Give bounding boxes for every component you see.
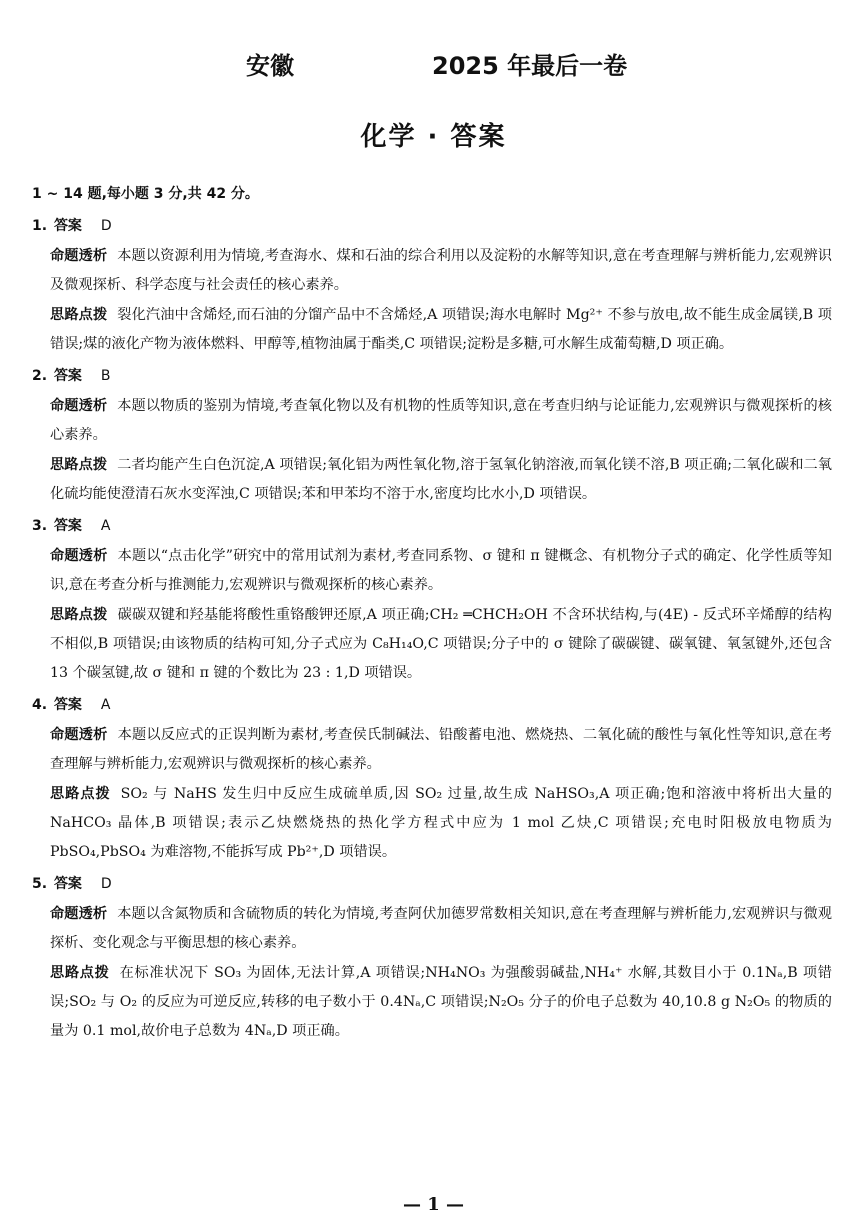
question-number: 1. [32,218,48,234]
answer-line-q3 [32,512,832,541]
question-number: 5. [32,876,48,892]
section-intro: 1 ~ 14 题,每小题 3 分,共 42 分。 [32,186,259,202]
analysis-paragraph-q4 [32,721,832,779]
answer-choice: A [100,518,111,534]
answer-line-q2 [32,362,832,391]
exam-header [0,46,867,86]
thinking-text: SO₂ 与 NaHS 发生归中反应生成硫单质,因 SO₂ 过量,故生成 NaHSO₃,A 项正确;饱和溶液中将析出大量的 NaHCO₃ 晶体,B 项错误;表示乙炔燃烧热的热化学方程式中应为 1 mol 乙炔,C 项错误;充电时阳极放电物质为 PbSO₄,PbSO₄ 为难溶物,不能拆写成 Pb²⁺,D 项错误。 [50,786,832,860]
analysis-text: 本题以资源利用为情境,考查海水、煤和石油的综合利用以及淀粉的水解等知识,意在考查理解与辨析能力,宏观辨识及微观探析、科学态度与社会责任的核心素养。 [50,248,832,293]
analysis-paragraph-q3 [32,542,832,600]
thinking-paragraph-q1 [32,301,832,359]
thinking-text: 碳碳双键和羟基能将酸性重铬酸钾还原,A 项正确;CH₂ ═CHCH₂OH 不含环状结构,与(4E) - 反式环辛烯醇的结构不相似,B 项错误;由该物质的结构可知,分子式应为 C₈H₁₄O,C 项错误;分子中的 σ 键除了碳碳键、碳氧键、氧氢键外,还包含 13 个碳氢键,故 σ 键和 π 键的个数比为 23 : 1,D 项错误。 [50,607,832,681]
thinking-paragraph-q3 [32,601,832,688]
question-number: 3. [32,518,48,534]
answer-choice: B [100,368,111,384]
analysis-label: 命题透析 [50,548,108,564]
thinking-label: 思路点拨 [50,786,111,802]
answer-choice: D [100,876,112,892]
answer-label: 答案 [53,518,82,534]
analysis-paragraph-q5 [32,900,832,958]
thinking-label: 思路点拨 [50,457,108,473]
answer-label: 答案 [53,876,82,892]
page-number: — 1 — [402,1194,465,1215]
answer-label: 答案 [53,218,82,234]
page-title: 化学 · 答案 [360,122,507,152]
thinking-label: 思路点拨 [50,307,108,323]
analysis-text: 本题以物质的鉴别为情境,考查氧化物以及有机物的性质等知识,意在考查归纳与论证能力,宏观辨识与微观探析的核心素养。 [50,398,832,443]
thinking-text: 二者均能产生白色沉淀,A 项错误;氧化铝为两性氧化物,溶于氢氧化钠溶液,而氧化镁不溶,B 项正确;二氧化碳和二氧化硫均能使澄清石灰水变浑浊,C 项错误;苯和甲苯均不溶于水,密度均比水小,D 项错误。 [50,457,832,502]
answer-choice: D [100,218,112,234]
answer-line-q1 [32,212,832,241]
analysis-label: 命题透析 [50,727,108,743]
answer-choice: A [100,697,111,713]
thinking-label: 思路点拨 [50,607,108,623]
question-number: 4. [32,697,48,713]
exam-name: 2025 年最后一卷 [432,52,628,80]
question-number: 2. [32,368,48,384]
answer-content [32,180,832,1047]
answer-line-q5 [32,870,832,899]
thinking-text: 裂化汽油中含烯烃,而石油的分馏产品中不含烯烃,A 项错误;海水电解时 Mg²⁺ 不参与放电,故不能生成金属镁,B 项错误;煤的液化产物为液体燃料、甲醇等,植物油属于酯类,C 项错误;淀粉是多糖,可水解生成葡萄糖,D 项正确。 [50,307,832,352]
exam-region: 安徽 [246,52,294,80]
analysis-paragraph-q2 [32,392,832,450]
answer-label: 答案 [53,697,82,713]
thinking-label: 思路点拨 [50,965,110,981]
analysis-text: 本题以含氮物质和含硫物质的转化为情境,考查阿伏加德罗常数相关知识,意在考查理解与辨析能力,宏观辨识与微观探析、变化观念与平衡思想的核心素养。 [50,906,832,951]
thinking-text: 在标准状况下 SO₃ 为固体,无法计算,A 项错误;NH₄NO₃ 为强酸弱碱盐,NH₄⁺ 水解,其数目小于 0.1Nₐ,B 项错误;SO₂ 与 O₂ 的反应为可逆反应,转移的电子数小于 0.4Nₐ,C 项错误;N₂O₅ 分子的价电子总数为 40,10.8 g N₂O₅ 的物质的量为 0.1 mol,故价电子总数为 4Nₐ,D 项正确。 [50,965,832,1039]
thinking-paragraph-q5 [32,959,832,1046]
thinking-paragraph-q4 [32,780,832,867]
analysis-label: 命题透析 [50,398,108,414]
thinking-paragraph-q2 [32,451,832,509]
analysis-text: 本题以反应式的正误判断为素材,考查侯氏制碱法、铅酸蓄电池、燃烧热、二氧化硫的酸性与氧化性等知识,意在考查理解与辨析能力,宏观辨识与微观探析的核心素养。 [50,727,832,772]
answer-label: 答案 [53,368,82,384]
analysis-paragraph-q1 [32,242,832,300]
analysis-text: 本题以“点击化学”研究中的常用试剂为素材,考查同系物、σ 键和 π 键概念、有机物分子式的确定、化学性质等知识,意在考查分析与推测能力,宏观辨识与微观探析的核心素养。 [50,548,832,593]
analysis-label: 命题透析 [50,906,108,922]
analysis-label: 命题透析 [50,248,108,264]
answer-line-q4 [32,691,832,720]
